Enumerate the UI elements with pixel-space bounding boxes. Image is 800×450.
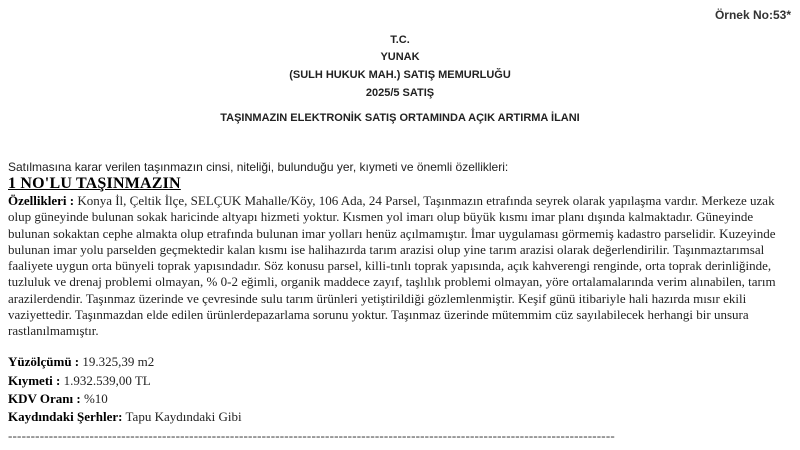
encumbrance-label: Kaydındaki Şerhler: <box>8 409 123 424</box>
area-row <box>8 354 154 370</box>
header-case-number: 2025/5 SATIŞ <box>365 87 435 99</box>
features-text: Konya İl, Çeltik İlçe, SELÇUK Mahalle/Köy, 106 Ada, 24 Parsel, Taşınmazın etrafında seyrek olarak yapılaşma vardır. Merkeze uzak olup güneyinde bulunan sokak haricinde altyapı hizmeti yoktur. Kısmen yol imarı olup büyük kısmı imar planı dışında kalmaktadır. Güneyinde bulunan sokaktan cephe almakta olup etrafında bulunan imar yolları henüz açılmamıştır. İmar uygulaması görmemiş kadastro parselidir. Kuzeyinde bulunan imar yolu parselden geçmektedir kalan kısmı ise halihazırda tarım arazisi olup yine tarım arazisi olarak değerlendirilir. Taşınmaztarımsal faaliyete uygun orta bünyeli toprak yapısındadır. Söz konusu parsel, killi-tınlı toprak yapısında, açık kahverengi renginde, orta toprak derinliğinde, tuzluluk ve drenaj problemi olmayan, % 0-2 eğimli, organik maddece zayıf, taşlılık problemi olmayan, yöre ortalamalarında verim alınabilen, tarım arazilerdendir. Taşınmaz üzerinde ve çevresinde sulu tarım ürünleri yetiştirildiği gözlemlenmiştir. Keşif günü itibariyle hali hazırda mısır ekili vaziyettedir. Taşınmazdan elde edilen ürünlerdepazarlama sorunu yoktur. Taşınmaz üzerinde mütemmim cüz sayılabilecek herhangi bir unsura rastlanılmamıştır. <box>8 193 776 339</box>
kdv-label: KDV Oranı : <box>8 391 81 406</box>
value-label: Kıymeti : <box>8 373 61 388</box>
separator-line: -------------------------------------------------------------------------------------------------------------------------------------- <box>8 428 615 443</box>
announcement-title: TAŞINMAZIN ELEKTRONİK SATIŞ ORTAMINDA AÇIK ARTIRMA İLANI <box>220 112 580 124</box>
value-row <box>8 373 151 389</box>
sample-number: Örnek No:53* <box>714 8 791 22</box>
features-label: Özellikleri : <box>8 193 75 208</box>
intro-text: Satılmasına karar verilen taşınmazın cinsi, niteliği, bulunduğu yer, kıymeti ve önemli özellikleri: <box>8 160 509 174</box>
header-district: YUNAK <box>380 51 420 63</box>
kdv-row <box>8 391 108 407</box>
value-amount: 1.932.539,00 TL <box>63 373 151 388</box>
area-label: Yüzölçümü : <box>8 354 80 369</box>
encumbrance-value: Tapu Kaydındaki Gibi <box>125 409 242 424</box>
property-features <box>8 193 794 340</box>
area-value: 19.325,39 m2 <box>82 354 155 369</box>
kdv-value: %10 <box>83 391 108 406</box>
encumbrance-row <box>8 409 242 425</box>
header-tc: T.C. <box>390 34 410 46</box>
header-office: (SULH HUKUK MAH.) SATIŞ MEMURLUĞU <box>289 69 511 81</box>
property-title: 1 NO'LU TAŞINMAZIN <box>8 175 181 192</box>
